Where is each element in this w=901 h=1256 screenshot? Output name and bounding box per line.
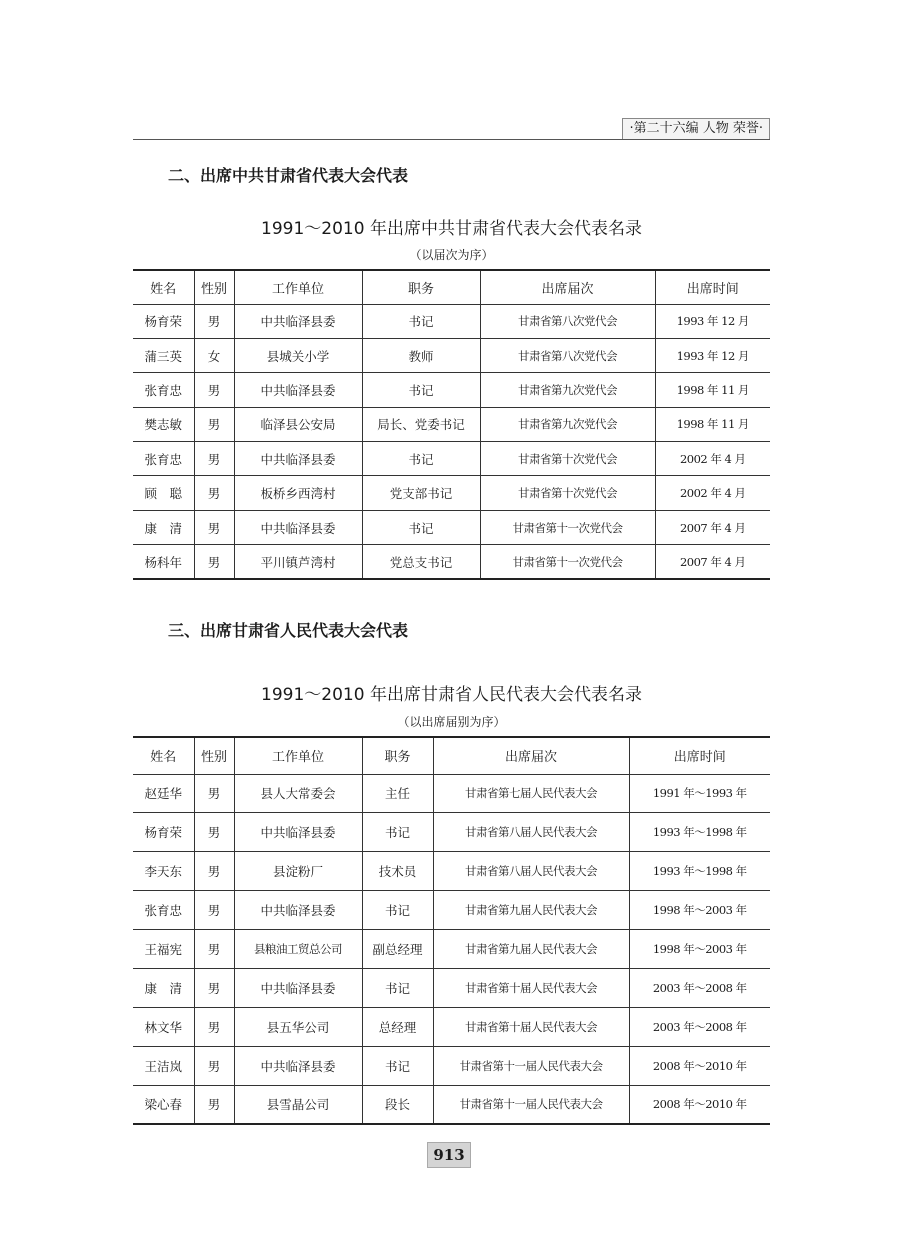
page-number: 913 <box>427 1142 471 1168</box>
cell-work-unit: 中共临泽县委 <box>234 442 362 476</box>
cell-work-unit: 县淀粉厂 <box>234 852 362 891</box>
cell-name: 康 清 <box>133 968 194 1007</box>
cell-session: 甘肃省第七届人民代表大会 <box>433 774 629 813</box>
cell-time: 2008 年～2010 年 <box>629 1046 770 1085</box>
table-row <box>133 774 770 813</box>
cell-work-unit: 板桥乡西湾村 <box>234 476 362 510</box>
peoples-congress-table-note: （以出席届别为序） <box>397 715 506 729</box>
cell-name: 赵廷华 <box>133 774 194 813</box>
column-header-position: 职务 <box>362 270 480 304</box>
cell-work-unit: 县城关小学 <box>234 338 362 372</box>
cell-session: 甘肃省第八次党代会 <box>480 338 655 372</box>
cell-position: 书记 <box>362 891 433 930</box>
table-header-row <box>133 737 770 774</box>
cell-gender: 男 <box>194 813 234 852</box>
cell-gender: 男 <box>194 891 234 930</box>
cell-time: 1993 年 12 月 <box>655 338 770 372</box>
cell-time: 1993 年～1998 年 <box>629 852 770 891</box>
cell-time: 2003 年～2008 年 <box>629 968 770 1007</box>
cell-name: 康 清 <box>133 510 194 544</box>
cell-work-unit: 中共临泽县委 <box>234 304 362 338</box>
table-row <box>133 373 770 407</box>
table-row <box>133 813 770 852</box>
cell-session: 甘肃省第九次党代会 <box>480 373 655 407</box>
cell-work-unit: 中共临泽县委 <box>234 510 362 544</box>
cell-session: 甘肃省第十一届人民代表大会 <box>433 1085 629 1124</box>
cell-gender: 男 <box>194 373 234 407</box>
cell-time: 2002 年 4 月 <box>655 442 770 476</box>
cell-gender: 男 <box>194 930 234 969</box>
cell-name: 蒲三英 <box>133 338 194 372</box>
cell-gender: 男 <box>194 476 234 510</box>
column-header-session: 出席届次 <box>480 270 655 304</box>
table-row <box>133 930 770 969</box>
cell-session: 甘肃省第十一次党代会 <box>480 510 655 544</box>
cell-position: 副总经理 <box>362 930 433 969</box>
cell-session: 甘肃省第十一届人民代表大会 <box>433 1046 629 1085</box>
column-header-name: 姓名 <box>133 737 194 774</box>
cell-time: 1998 年～2003 年 <box>629 891 770 930</box>
cell-time: 1998 年 11 月 <box>655 373 770 407</box>
cell-session: 甘肃省第十次党代会 <box>480 476 655 510</box>
table-header-row <box>133 270 770 304</box>
cell-position: 党支部书记 <box>362 476 480 510</box>
table-row <box>133 442 770 476</box>
cell-gender: 男 <box>194 545 234 579</box>
cell-position: 书记 <box>362 813 433 852</box>
table-row <box>133 304 770 338</box>
cell-name: 林文华 <box>133 1007 194 1046</box>
cell-gender: 男 <box>194 304 234 338</box>
cell-time: 2007 年 4 月 <box>655 510 770 544</box>
cell-gender: 男 <box>194 968 234 1007</box>
table-row <box>133 338 770 372</box>
cell-work-unit: 中共临泽县委 <box>234 968 362 1007</box>
cell-position: 书记 <box>362 510 480 544</box>
table-row <box>133 1007 770 1046</box>
cell-time: 2002 年 4 月 <box>655 476 770 510</box>
cell-work-unit: 中共临泽县委 <box>234 891 362 930</box>
cell-session: 甘肃省第九届人民代表大会 <box>433 891 629 930</box>
cell-name: 王洁岚 <box>133 1046 194 1085</box>
cell-gender: 男 <box>194 852 234 891</box>
cell-time: 2003 年～2008 年 <box>629 1007 770 1046</box>
cell-position: 教师 <box>362 338 480 372</box>
cell-name: 杨育荣 <box>133 813 194 852</box>
cell-time: 1991 年～1993 年 <box>629 774 770 813</box>
table-row <box>133 476 770 510</box>
table-row <box>133 1085 770 1124</box>
cell-work-unit: 中共临泽县委 <box>234 1046 362 1085</box>
cell-session: 甘肃省第八次党代会 <box>480 304 655 338</box>
cell-time: 1993 年～1998 年 <box>629 813 770 852</box>
cell-position: 段长 <box>362 1085 433 1124</box>
cell-gender: 男 <box>194 1085 234 1124</box>
cell-session: 甘肃省第九次党代会 <box>480 407 655 441</box>
column-header-work-unit: 工作单位 <box>234 737 362 774</box>
cell-time: 2007 年 4 月 <box>655 545 770 579</box>
cell-name: 杨育荣 <box>133 304 194 338</box>
cell-name: 梁心春 <box>133 1085 194 1124</box>
cell-position: 局长、党委书记 <box>362 407 480 441</box>
cell-position: 书记 <box>362 304 480 338</box>
party-congress-table-note: （以届次为序） <box>409 248 494 262</box>
cell-position: 总经理 <box>362 1007 433 1046</box>
cell-work-unit: 中共临泽县委 <box>234 813 362 852</box>
cell-name: 王福宪 <box>133 930 194 969</box>
table-row <box>133 407 770 441</box>
cell-session: 甘肃省第八届人民代表大会 <box>433 813 629 852</box>
cell-work-unit: 中共临泽县委 <box>234 373 362 407</box>
cell-position: 书记 <box>362 442 480 476</box>
cell-work-unit: 平川镇芦湾村 <box>234 545 362 579</box>
column-header-name: 姓名 <box>133 270 194 304</box>
cell-time: 1998 年 11 月 <box>655 407 770 441</box>
cell-name: 杨科年 <box>133 545 194 579</box>
cell-work-unit: 县五华公司 <box>234 1007 362 1046</box>
table-row <box>133 545 770 579</box>
column-header-gender: 性别 <box>194 270 234 304</box>
cell-position: 主任 <box>362 774 433 813</box>
cell-work-unit: 县粮油工贸总公司 <box>234 930 362 969</box>
table-row <box>133 1046 770 1085</box>
cell-session: 甘肃省第八届人民代表大会 <box>433 852 629 891</box>
cell-session: 甘肃省第九届人民代表大会 <box>433 930 629 969</box>
cell-session: 甘肃省第十一次党代会 <box>480 545 655 579</box>
column-header-position: 职务 <box>362 737 433 774</box>
cell-position: 书记 <box>362 1046 433 1085</box>
cell-session: 甘肃省第十届人民代表大会 <box>433 968 629 1007</box>
cell-name: 张育忠 <box>133 891 194 930</box>
cell-gender: 男 <box>194 1046 234 1085</box>
cell-session: 甘肃省第十届人民代表大会 <box>433 1007 629 1046</box>
cell-gender: 男 <box>194 1007 234 1046</box>
cell-name: 李天东 <box>133 852 194 891</box>
peoples-congress-delegates-table <box>133 736 770 1125</box>
cell-name: 樊志敏 <box>133 407 194 441</box>
party-congress-delegates-table <box>133 269 770 580</box>
running-header: ·第二十六编 人物 荣誉· <box>622 118 770 140</box>
cell-gender: 男 <box>194 510 234 544</box>
table-row <box>133 510 770 544</box>
table-row <box>133 968 770 1007</box>
section-2-title: 二、出席中共甘肃省代表大会代表 <box>168 166 409 185</box>
cell-gender: 女 <box>194 338 234 372</box>
peoples-congress-table-title: 1991～2010 年出席甘肃省人民代表大会代表名录 <box>261 685 642 705</box>
cell-work-unit: 临泽县公安局 <box>234 407 362 441</box>
cell-gender: 男 <box>194 407 234 441</box>
cell-name: 张育忠 <box>133 442 194 476</box>
cell-time: 1998 年～2003 年 <box>629 930 770 969</box>
cell-name: 顾 聪 <box>133 476 194 510</box>
cell-position: 书记 <box>362 373 480 407</box>
column-header-time: 出席时间 <box>655 270 770 304</box>
cell-position: 党总支书记 <box>362 545 480 579</box>
column-header-work-unit: 工作单位 <box>234 270 362 304</box>
cell-work-unit: 县人大常委会 <box>234 774 362 813</box>
cell-name: 张育忠 <box>133 373 194 407</box>
column-header-gender: 性别 <box>194 737 234 774</box>
cell-time: 1993 年 12 月 <box>655 304 770 338</box>
party-congress-table-title: 1991～2010 年出席中共甘肃省代表大会代表名录 <box>261 219 642 239</box>
cell-position: 技术员 <box>362 852 433 891</box>
cell-time: 2008 年～2010 年 <box>629 1085 770 1124</box>
cell-session: 甘肃省第十次党代会 <box>480 442 655 476</box>
section-3-title: 三、出席甘肃省人民代表大会代表 <box>168 621 409 640</box>
cell-gender: 男 <box>194 774 234 813</box>
cell-work-unit: 县雪晶公司 <box>234 1085 362 1124</box>
table-row <box>133 891 770 930</box>
cell-gender: 男 <box>194 442 234 476</box>
table-row <box>133 852 770 891</box>
header-divider <box>133 139 770 140</box>
cell-position: 书记 <box>362 968 433 1007</box>
column-header-time: 出席时间 <box>629 737 770 774</box>
column-header-session: 出席届次 <box>433 737 629 774</box>
